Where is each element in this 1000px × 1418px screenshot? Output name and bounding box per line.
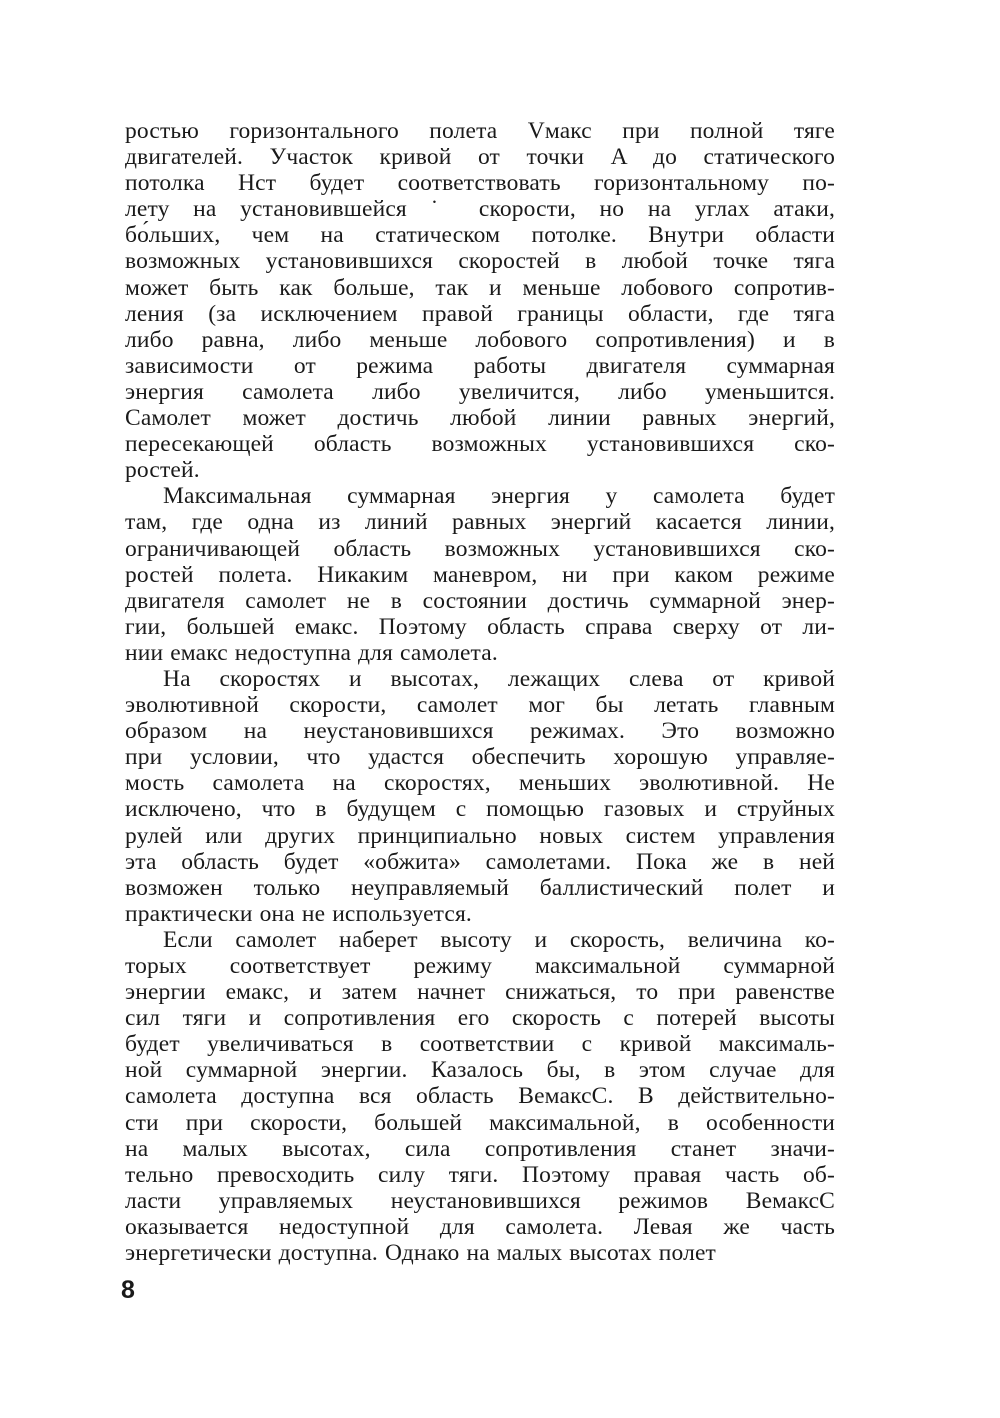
text-line: там, где одна из линий равных энергий касается линии, bbox=[125, 509, 835, 536]
text-line: мость самолета на скоростях, меньших эволютивной. Не bbox=[125, 770, 835, 797]
text-line: ростей полета. Никаким маневром, ни при каком режиме bbox=[125, 561, 835, 588]
text-line: самолета доступна вся область BeмаксC. В действительно- bbox=[125, 1083, 835, 1110]
text-line: ления (за исключением правой границы области, где тяга bbox=[125, 300, 835, 327]
page-number: 8 bbox=[121, 1276, 135, 1304]
text-line: ласти управляемых неустановившихся режимов BeмаксC bbox=[125, 1187, 835, 1214]
text-line: на малых высотах, сила сопротивления станет значи- bbox=[125, 1135, 835, 1162]
text-line: Самолет может достичь любой линии равных энергий, bbox=[125, 405, 835, 432]
text-line: ограничивающей область возможных установившихся ско- bbox=[125, 535, 835, 562]
text-line: исключено, что в будущем с помощью газовых и струйных bbox=[125, 796, 835, 823]
text-line: образом на неустановившихся режимах. Это возможно bbox=[125, 718, 835, 745]
text-line: эта область будет «обжита» самолетами. Пока же в ней bbox=[125, 848, 835, 875]
body-text bbox=[125, 118, 835, 1266]
text-line: двигателей. Участок кривой от точки A до статического bbox=[125, 144, 835, 171]
text-line: гии, большей eмакс. Поэтому область справа сверху от ли- bbox=[125, 613, 835, 640]
text-line: сти при скорости, большей максимальной, в особенности bbox=[125, 1109, 835, 1136]
text-line: На скоростях и высотах, лежащих слева от кривой bbox=[163, 665, 835, 692]
text-line: тельно превосходить силу тяги. Поэтому правая часть об- bbox=[125, 1161, 835, 1188]
text-line: пересекающей область возможных установившихся ско- bbox=[125, 431, 835, 458]
text-line: потолка Hст будет соответствовать горизонтальному по- bbox=[125, 170, 835, 197]
text-line: может быть как больше, так и меньше лобового сопротив- bbox=[125, 274, 835, 301]
text-line: нии eмакс недоступна для самолета. bbox=[125, 639, 498, 666]
text-line: лету на установившейся ˙ скорости, но на углах атаки, bbox=[125, 196, 835, 223]
text-line: при условии, что удастся обеспечить хорошую управляе- bbox=[125, 744, 835, 771]
text-line: Максимальная суммарная энергия у самолета будет bbox=[163, 483, 835, 510]
text-line: энергетически доступна. Однако на малых высотах полет bbox=[125, 1240, 716, 1267]
paragraph bbox=[125, 666, 835, 927]
text-line: практически она не используется. bbox=[125, 900, 472, 927]
text-line: рулей или других принципиально новых систем управления bbox=[125, 822, 835, 849]
text-line: энергии eмакс, и затем начнет снижаться, то при равенстве bbox=[125, 979, 835, 1006]
paragraph bbox=[125, 927, 835, 1266]
text-line: либо равна, либо меньше лобового сопротивления) и в bbox=[125, 326, 835, 353]
paragraph bbox=[125, 118, 835, 483]
text-line: оказывается недоступной для самолета. Левая же часть bbox=[125, 1213, 835, 1240]
text-line: возможен только неуправляемый баллистический полет и bbox=[125, 874, 835, 901]
text-line: будет увеличиваться в соответствии с кривой максималь- bbox=[125, 1031, 835, 1058]
text-line: торых соответствует режиму максимальной суммарной bbox=[125, 953, 835, 979]
text-line: энергия самолета либо увеличится, либо уменьшится. bbox=[125, 378, 835, 405]
text-line: ной суммарной энергии. Казалось бы, в этом случае для bbox=[125, 1057, 835, 1084]
text-line: эволютивной скорости, самолет мог бы летать главным bbox=[125, 692, 835, 719]
text-line: возможных установившихся скоростей в любой точке тяга bbox=[125, 248, 835, 275]
text-line: сил тяги и сопротивления его скорость с потерей высоты bbox=[125, 1005, 835, 1032]
text-line: бо́льших, чем на статическом потолке. Внутри области bbox=[125, 222, 835, 249]
paragraph bbox=[125, 483, 835, 666]
text-line: Если самолет наберет высоту и скорость, величина ко- bbox=[163, 926, 835, 953]
text-line: зависимости от режима работы двигателя суммарная bbox=[125, 352, 835, 379]
text-line: двигателя самолет не в состоянии достичь суммарной энер- bbox=[125, 587, 835, 614]
text-line: ростей. bbox=[125, 457, 200, 484]
text-line: ростью горизонтального полета Vмакс при полной тяге bbox=[125, 118, 835, 144]
